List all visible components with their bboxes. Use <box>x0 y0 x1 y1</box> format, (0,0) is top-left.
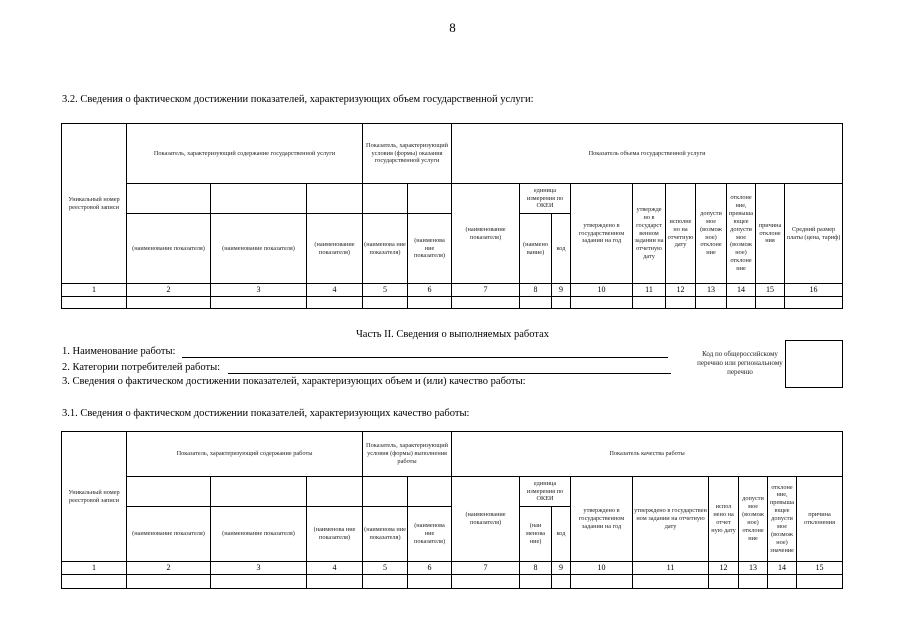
col-number: 9 <box>552 562 571 575</box>
col-name-indicator: (наименова ние показателя) <box>408 214 452 284</box>
data-cell[interactable] <box>520 575 552 589</box>
data-cell[interactable] <box>62 297 127 309</box>
work-name-field[interactable] <box>182 357 668 358</box>
col-number: 8 <box>520 562 552 575</box>
col-approved-date: утвержде но в государст венном задании на отчетную дату <box>633 184 666 284</box>
data-cell[interactable] <box>552 297 571 309</box>
blank-cell <box>363 184 408 214</box>
col-unique-number: Уникальный номер реестровой записи <box>62 124 127 284</box>
col-name-indicator: (наименование показателя) <box>452 184 520 284</box>
col-avg-fee: Средний размер платы (цена, тариф) <box>785 184 843 284</box>
col-name-indicator: (наименование показателя) <box>452 477 520 562</box>
col-deviation: допусти мое (возмож ное) отклоне ние <box>739 477 768 562</box>
code-box[interactable] <box>785 340 843 388</box>
col-number: 11 <box>633 284 666 297</box>
grp-conditions-indicator: Показатель, характеризующий условия (формы) оказания государственной услуги <box>363 124 452 184</box>
grp-quality-indicator: Показатель качества работы <box>452 432 843 477</box>
grp-conditions-indicator: Показатель, характеризующий условия (формы) выполнения работы <box>363 432 452 477</box>
col-name-indicator: (наименование показателя) <box>211 507 307 562</box>
data-cell[interactable] <box>520 297 552 309</box>
data-cell[interactable] <box>633 575 709 589</box>
col-number: 5 <box>363 562 408 575</box>
data-cell[interactable] <box>452 575 520 589</box>
col-number: 1 <box>62 284 127 297</box>
col-reason: причина отклоне ния <box>756 184 785 284</box>
col-number: 13 <box>696 284 727 297</box>
col-name-indicator: (наименование показателя) <box>127 214 211 284</box>
col-number: 5 <box>363 284 408 297</box>
data-cell[interactable] <box>408 575 452 589</box>
col-number: 6 <box>408 562 452 575</box>
col-unit-code: код <box>552 214 571 284</box>
col-number: 2 <box>127 284 211 297</box>
col-name-indicator: (наименование показателя) <box>307 214 363 284</box>
col-unit-name: (наи менова ние) <box>520 507 552 562</box>
col-number: 12 <box>666 284 696 297</box>
data-cell[interactable] <box>797 575 843 589</box>
data-cell[interactable] <box>127 297 211 309</box>
col-name-indicator: (наименова ние показателя) <box>307 507 363 562</box>
data-cell[interactable] <box>571 297 633 309</box>
data-cell[interactable] <box>727 297 756 309</box>
col-number: 8 <box>520 284 552 297</box>
col-executed: исполне но на отчетную дату <box>666 184 696 284</box>
col-number: 14 <box>727 284 756 297</box>
data-cell[interactable] <box>211 297 307 309</box>
col-exceeding: отклоне ние, превыша ющее допусти мое (возмож ное) значение <box>768 477 797 562</box>
section-3-1-heading: 3.1. Сведения о фактическом достижении показателей, характеризующих качество работы: <box>62 408 470 419</box>
data-cell[interactable] <box>633 297 666 309</box>
data-cell[interactable] <box>307 575 363 589</box>
data-cell[interactable] <box>363 575 408 589</box>
col-number: 16 <box>785 284 843 297</box>
page-number: 8 <box>449 20 456 35</box>
col-number: 2 <box>127 562 211 575</box>
work-name-label: 1. Наименование работы: <box>62 346 176 357</box>
blank-cell <box>211 477 307 507</box>
col-name-indicator: (наименова ние показателя) <box>408 507 452 562</box>
col-unit-okei: единица измерения по ОКЕИ <box>520 184 571 214</box>
data-cell[interactable] <box>785 297 843 309</box>
grp-content-indicator: Показатель, характеризующий содержание государственной услуги <box>127 124 363 184</box>
col-unique-number: Уникальный номер реестровой записи <box>62 432 127 562</box>
data-cell[interactable] <box>211 575 307 589</box>
col-number: 10 <box>571 562 633 575</box>
consumer-categories-label: 2. Категории потребителей работы: <box>62 362 221 373</box>
col-approved-date: утверждено в государствен ном задании на отчетную дату <box>633 477 709 562</box>
data-cell[interactable] <box>696 297 727 309</box>
data-cell[interactable] <box>709 575 739 589</box>
col-number: 7 <box>452 562 520 575</box>
col-number: 13 <box>739 562 768 575</box>
col-number: 3 <box>211 562 307 575</box>
blank-cell <box>307 184 363 214</box>
col-executed: испол нено на отчет ную дату <box>709 477 739 562</box>
grp-content-indicator: Показатель, характеризующий содержание работы <box>127 432 363 477</box>
quality-indicators-table <box>61 431 843 589</box>
data-cell[interactable] <box>307 297 363 309</box>
col-name-indicator: (наименова ние показателя) <box>363 507 408 562</box>
col-number: 4 <box>307 562 363 575</box>
col-number: 10 <box>571 284 633 297</box>
col-number: 12 <box>709 562 739 575</box>
data-cell[interactable] <box>452 297 520 309</box>
blank-cell <box>211 184 307 214</box>
col-number: 15 <box>756 284 785 297</box>
volume-indicators-table <box>61 123 843 309</box>
data-cell[interactable] <box>571 575 633 589</box>
col-name-indicator: (наименование показателя) <box>127 507 211 562</box>
col-number: 4 <box>307 284 363 297</box>
col-number: 14 <box>768 562 797 575</box>
col-approved-year: утверждено в государственном задании на год <box>571 184 633 284</box>
col-exceeding: отклоне ние, превыша ющее допусти мое (возмож ное) отклоне ние <box>727 184 756 284</box>
grp-volume-indicator: Показатель объема государственной услуги <box>452 124 843 184</box>
col-number: 3 <box>211 284 307 297</box>
blank-cell <box>408 184 452 214</box>
blank-cell <box>127 477 211 507</box>
col-number: 9 <box>552 284 571 297</box>
data-cell[interactable] <box>363 297 408 309</box>
col-number: 15 <box>797 562 843 575</box>
col-unit-okei: единица измерения по ОКЕИ <box>520 477 571 507</box>
col-number: 6 <box>408 284 452 297</box>
blank-cell <box>408 477 452 507</box>
data-cell[interactable] <box>756 297 785 309</box>
col-unit-code: код <box>552 507 571 562</box>
data-cell[interactable] <box>666 297 696 309</box>
part-2-title: Часть II. Сведения о выполняемых работах <box>355 329 550 340</box>
blank-cell <box>307 477 363 507</box>
data-cell[interactable] <box>62 575 127 589</box>
col-reason: причина отклонения <box>797 477 843 562</box>
col-approved-year: утверждено в государственном задании на год <box>571 477 633 562</box>
section-3-2-heading: 3.2. Сведения о фактическом достижении показателей, характеризующих объем государственной услуги: <box>62 94 534 105</box>
data-cell[interactable] <box>552 575 571 589</box>
blank-cell <box>127 184 211 214</box>
col-number: 11 <box>633 562 709 575</box>
col-number: 7 <box>452 284 520 297</box>
consumer-categories-field[interactable] <box>228 373 671 374</box>
col-unit-name: (наимено вание) <box>520 214 552 284</box>
section-3-label: 3. Сведения о фактическом достижении показателей, характеризующих объем и (или) качество работы: <box>62 376 526 387</box>
data-cell[interactable] <box>768 575 797 589</box>
data-cell[interactable] <box>127 575 211 589</box>
data-cell[interactable] <box>739 575 768 589</box>
col-number: 1 <box>62 562 127 575</box>
blank-cell <box>363 477 408 507</box>
data-cell[interactable] <box>408 297 452 309</box>
col-deviation: допусти мое (возмож ное) отклоне ние <box>696 184 727 284</box>
col-name-indicator: (наименова ние показателя) <box>363 214 408 284</box>
code-label: Код по общероссийскому перечню или региональному перечню <box>697 350 783 377</box>
col-name-indicator: (наименование показателя) <box>211 214 307 284</box>
